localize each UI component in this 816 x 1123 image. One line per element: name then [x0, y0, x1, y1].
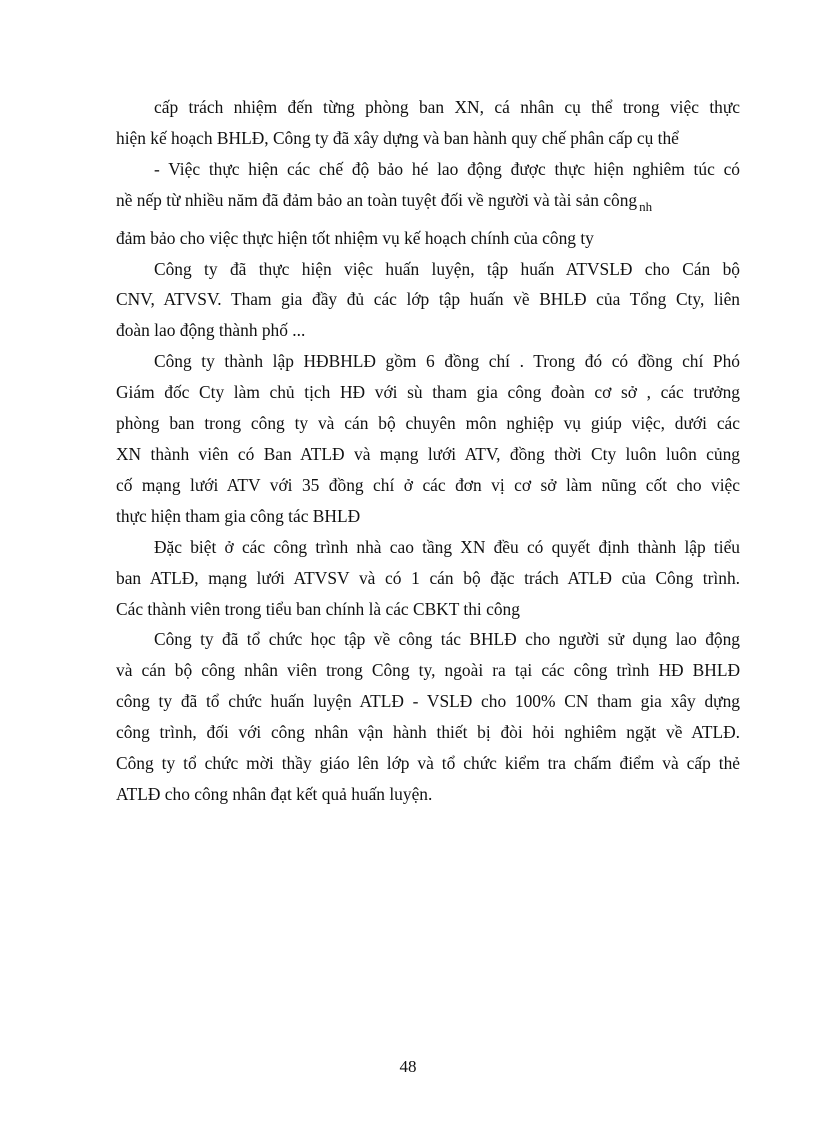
paragraph-safety-regime [116, 154, 740, 254]
text-line: Đặc biệt ở các công trình nhà cao tầng XN đều có quyết định thành lập tiểu [154, 536, 740, 557]
text-line: Công ty tổ chức mời thầy giáo lên lớp và tổ chức kiểm tra chấm điểm và cấp thẻ [116, 753, 740, 774]
paragraph-responsibility [116, 92, 740, 154]
text-line: đảm bảo cho việc thực hiện tốt nhiệm vụ kế hoạch chính của công ty [116, 227, 594, 248]
body-text [116, 92, 740, 810]
text-line: Giám đốc Cty làm chủ tịch HĐ với sù tham gia công đoàn cơ sở , các trưởng [116, 382, 740, 403]
text-line: công ty đã tổ chức huấn luyện ATLĐ - VSLĐ cho 100% CN tham gia xây dựng [116, 691, 740, 712]
text-line: Công ty đã thực hiện việc huấn luyện, tập huấn ATVSLĐ cho Cán bộ [154, 258, 740, 279]
text-line: cố mạng lưới ATV với 35 đồng chí ở các đơn vị cơ sở làm nũng cốt cho việc [116, 474, 740, 495]
text-line: phòng ban trong công ty và cán bộ chuyên môn nghiệp vụ giúp việc, dưới các [116, 413, 740, 434]
text-line: công trình, đối với công nhân vận hành thiết bị đòi hỏi nghiêm ngặt về ATLĐ. [116, 722, 740, 743]
text-line-suffix: nh [639, 198, 653, 214]
text-line: Các thành viên trong tiểu ban chính là các CBKT thi công [116, 598, 520, 619]
text-line: CNV, ATVSV. Tham gia đầy đủ các lớp tập huấn về BHLĐ của Tổng Cty, liên [116, 289, 740, 310]
text-line [116, 185, 740, 223]
text-line: thực hiện tham gia công tác BHLĐ [116, 505, 361, 526]
text-line-main: nề nếp từ nhiều năm đã đảm bảo an toàn tuyệt đối về người và tài sản công [116, 189, 638, 210]
text-line: ATLĐ cho công nhân đạt kết quả huấn luyện. [116, 783, 433, 804]
page-number: 48 [399, 1057, 417, 1076]
text-line: đoàn lao động thành phố ... [116, 320, 306, 341]
paragraph-high-rise [116, 532, 740, 625]
text-line: hiện kế hoạch BHLĐ, Công ty đã xây dựng và ban hành quy chế phân cấp cụ thể [116, 127, 679, 148]
text-line: - Việc thực hiện các chế độ bảo hé lao động được thực hiện nghiêm túc có [154, 158, 740, 179]
text-line: ban ATLĐ, mạng lưới ATVSV và có 1 cán bộ đặc trách ATLĐ của Công trình. [116, 567, 740, 588]
paragraph-council [116, 346, 740, 531]
paragraph-training [116, 254, 740, 347]
text-line: Công ty đã tổ chức học tập về công tác BHLĐ cho người sử dụng lao động [154, 629, 740, 650]
paragraph-education [116, 624, 740, 809]
text-line: XN thành viên có Ban ATLĐ và mạng lưới ATV, đồng thời Cty luôn luôn củng [116, 443, 740, 464]
text-line: Công ty thành lập HĐBHLĐ gồm 6 đồng chí . Trong đó có đồng chí Phó [154, 351, 740, 372]
text-line: cấp trách nhiệm đến từng phòng ban XN, cá nhân cụ thể trong việc thực [154, 97, 740, 117]
text-line: và cán bộ công nhân viên trong Công ty, ngoài ra tại các công trình HĐ BHLĐ [116, 660, 740, 681]
